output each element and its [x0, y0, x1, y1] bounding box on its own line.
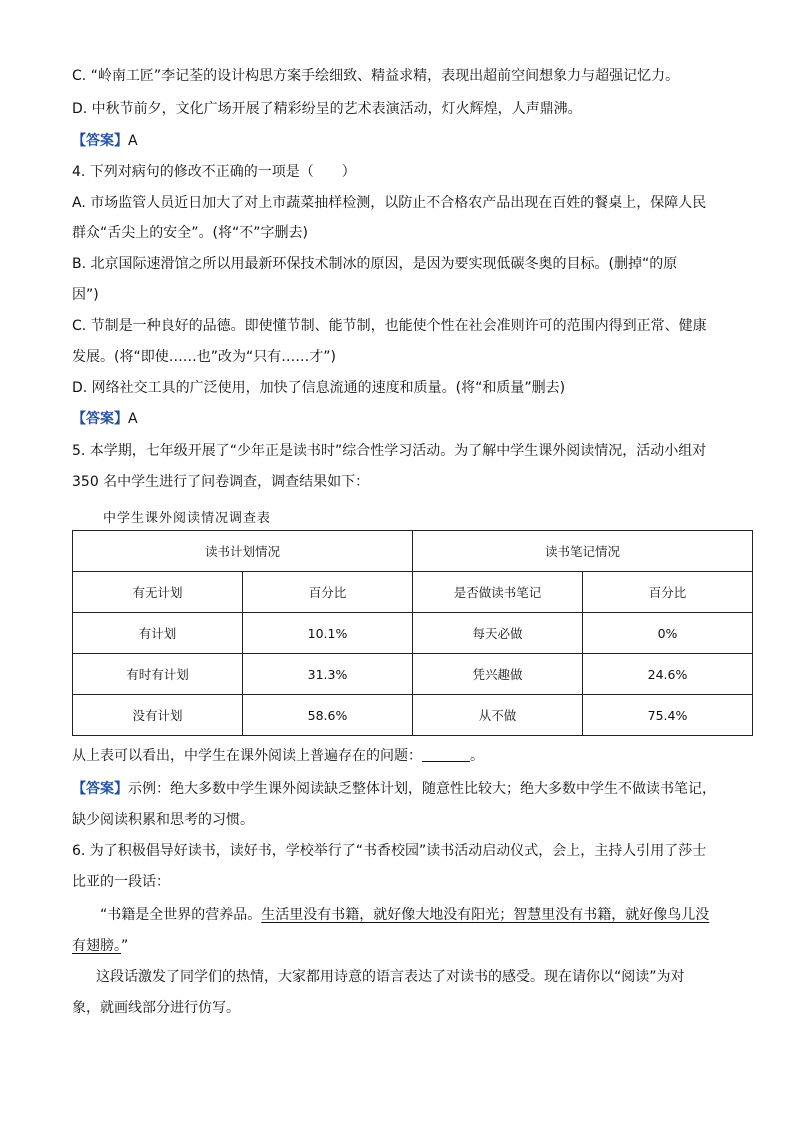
table-cell: 24.6% [583, 654, 753, 695]
answer-label: 【答案】 [72, 781, 128, 797]
survey-table-title: 中学生课外阅读情况调查表 [103, 511, 272, 526]
table-row [73, 572, 753, 613]
table-row [73, 695, 753, 736]
q3-answer [72, 131, 732, 151]
q6-stem-line2: 比亚的一段话： [72, 874, 170, 890]
table-cell: 0% [583, 613, 753, 654]
answer-text: 示例：绝大多数中学生课外阅读缺乏整体计划，随意性比较大；绝大多数中学生不做读书笔记， [128, 781, 716, 797]
q6-quote-line2 [72, 936, 732, 956]
table-cell: 10.1% [243, 613, 413, 654]
table-cell: 58.6% [243, 695, 413, 736]
table-cell: 凭兴趣做 [413, 654, 583, 695]
q6-quote-line1 [100, 905, 760, 925]
answer-blank [422, 747, 470, 762]
table-cell: 没有计划 [73, 695, 243, 736]
q4-stem: 4. 下列对病句的修改不正确的一项是（ ） [72, 164, 356, 180]
table-cell: 31.3% [243, 654, 413, 695]
table-row [73, 654, 753, 695]
q4-option-d: D. 网络社交工具的广泛使用，加快了信息流通的速度和质量。(将“和质量”删去) [72, 380, 566, 396]
answer-value: A [128, 411, 138, 427]
q4-option-c-line1: C. 节制是一种良好的品德。即使懂节制、能节制，也能使个性在社会准则许可的范围内得到正常、健康 [72, 318, 707, 334]
table-group-header: 读书笔记情况 [413, 531, 753, 572]
q5-question-end: 。 [470, 748, 484, 764]
q4-answer [72, 409, 732, 429]
quote-text: “书籍是全世界的营养品。 [100, 907, 262, 923]
q4-option-a-line1: A. 市场监管人员近日加大了对上市蔬菜抽样检测，以防止不合格农产品出现在百姓的餐桌上，保障人民 [72, 195, 707, 211]
q3-option-d: D. 中秋节前夕，文化广场开展了精彩纷呈的艺术表演活动，灯火辉煌，人声鼎沸。 [72, 101, 582, 117]
table-cell: 有时有计划 [73, 654, 243, 695]
quote-close: ” [121, 938, 129, 954]
answer-value: A [128, 133, 138, 149]
q4-option-c-line2: 发展。(将“即使……也”改为“只有……才”) [72, 349, 336, 365]
q5-answer-line2: 缺少阅读积累和思考的习惯。 [72, 812, 254, 828]
q5-stem-line1: 5. 本学期，七年级开展了“少年正是读书时”综合性学习活动。为了解中学生课外阅读情况，活动小组对 [72, 443, 707, 459]
table-group-header: 读书计划情况 [73, 531, 413, 572]
q4-option-b-line1: B. 北京国际速滑馆之所以用最新环保技术制冰的原因，是因为要实现低碳冬奥的目标。(删掉“的原 [72, 256, 678, 272]
table-cell: 从不做 [413, 695, 583, 736]
table-header-cell: 百分比 [243, 572, 413, 613]
answer-label: 【答案】 [72, 411, 128, 427]
quote-underlined: 生活里没有书籍，就好像大地没有阳光；智慧里没有书籍，就好像鸟儿没 [261, 907, 710, 923]
table-header-cell: 有无计划 [73, 572, 243, 613]
answer-label: 【答案】 [72, 133, 128, 149]
table-row [73, 531, 753, 572]
table-row [73, 613, 753, 654]
q6-instruction-line2: 象，就画线部分进行仿写。 [72, 1000, 240, 1016]
quote-underlined: 有翅膀。 [72, 938, 121, 954]
table-cell: 每天必做 [413, 613, 583, 654]
q5-question-text: 从上表可以看出，中学生在课外阅读上普遍存在的问题： [72, 748, 422, 764]
table-header-cell: 百分比 [583, 572, 753, 613]
table-cell: 有计划 [73, 613, 243, 654]
q6-stem-line1: 6. 为了积极倡导好读书，读好书，学校举行了“书香校园”读书活动启动仪式，会上，主持人引用了莎士 [72, 843, 707, 859]
q6-instruction-line1: 这段话激发了同学们的热情，大家都用诗意的语言表达了对读书的感受。现在请你以“阅读”为对 [96, 969, 685, 985]
q4-option-b-line2: 因”) [72, 287, 99, 303]
q5-answer-line1 [72, 779, 732, 799]
q5-question [72, 746, 732, 766]
q5-stem-line2: 350 名中学生进行了问卷调查，调查结果如下： [72, 474, 370, 490]
q3-option-c: C. “岭南工匠”李记荃的设计构思方案手绘细致、精益求精，表现出超前空间想象力与超强记忆力。 [72, 68, 680, 84]
survey-table [72, 530, 753, 736]
q4-option-a-line2: 群众“舌尖上的安全”。(将“不”字删去) [72, 225, 308, 241]
table-header-cell: 是否做读书笔记 [413, 572, 583, 613]
table-cell: 75.4% [583, 695, 753, 736]
